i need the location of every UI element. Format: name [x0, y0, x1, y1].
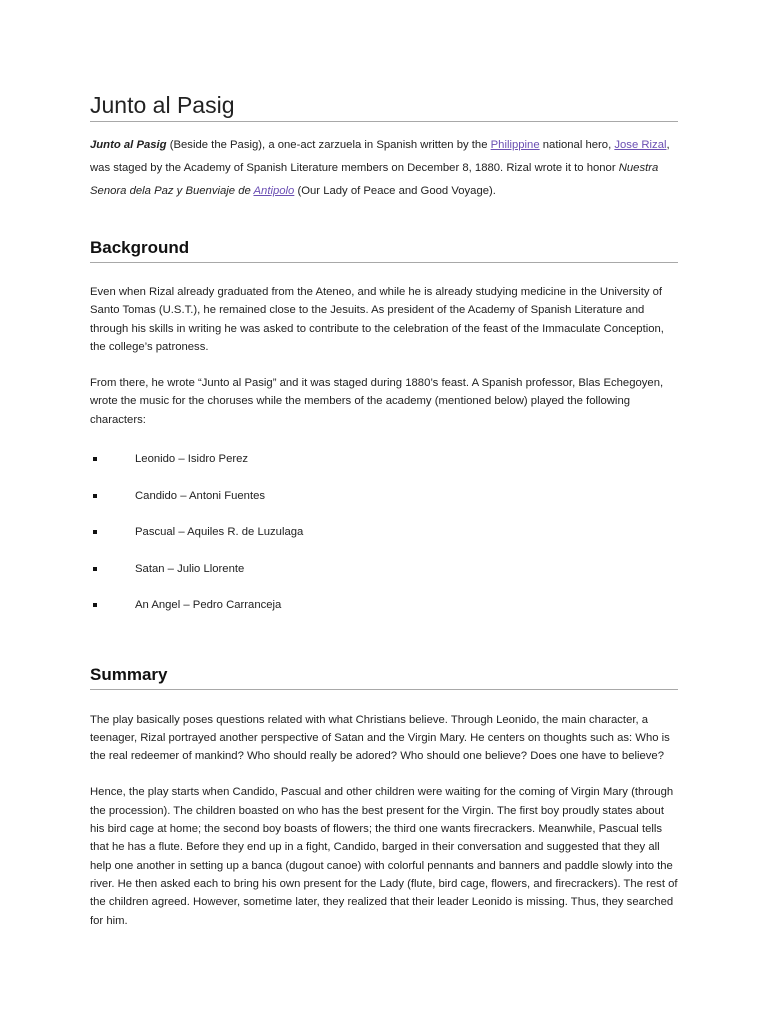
- list-item: [90, 598, 678, 635]
- intro-text-4: (Our Lady of Peace and Good Voyage).: [294, 185, 496, 197]
- intro-text-1: (Beside the Pasig), a one-act zarzuela in Spanish written by the: [166, 139, 491, 151]
- intro-italic-text: Nuestra Senora dela Paz y Buenviaje de: [90, 162, 659, 197]
- list-item: [90, 452, 678, 489]
- summary-paragraph-2: Hence, the play starts when Candido, Pascual and other children were waiting for the coming of Virgin Mary (through the procession). The children boasted on who has the best present for the Virgin. The first boy proudly states about his bird cage at home; the second boy boasts of flowers; the third one wants firecrackers. Meanwhile, Pascual tells that he has a flute. Before they end up in a fight, Candido, barged in their conversation and suggested that they all help one another in setting up a banca (dugout canoe) with colorful pennants and banners and paddle slowly into the river. He then asked each to bring his own present for the Lady (flute, bird cage, flowers, and firecrackers). The rest of the children agreed. However, sometime later, they realized that their leader Leonido is missing. Thus, they searched for him.: [90, 786, 678, 927]
- list-item: [90, 562, 678, 599]
- list-item-text: Satan – Julio Llorente: [135, 562, 245, 575]
- character-list: [90, 452, 678, 635]
- background-paragraph-1: Even when Rizal already graduated from the Ateneo, and while he is already studying medicine in the University of Santo Tomas (U.S.T.), he remained close to the Jesuits. As president of the Academy of Spanish Literature and through his skills in writing he was asked to contribute to the celebration of the feast of the Immaculate Conception, the college’s patroness.: [90, 286, 664, 353]
- bullet-icon: [93, 530, 97, 534]
- section-heading-background: Background: [90, 236, 678, 263]
- summary-paragraph-1: The play basically poses questions related with what Christians believe. Through Leonido, the main character, a teenager, Rizal portrayed another perspective of Satan and the Virgin Mary. He centers on thoughts such as: Who is the real redeemer of mankind? Who should really be adored? Who should one believe? Does one have to believe?: [90, 713, 670, 763]
- bullet-icon: [93, 567, 97, 571]
- intro-bold-title: Junto al Pasig: [90, 139, 167, 151]
- list-item-text: Candido – Antoni Fuentes: [135, 489, 266, 502]
- page-title: Junto al Pasig: [90, 90, 678, 122]
- intro-text-2: national hero,: [539, 139, 615, 151]
- link-philippine[interactable]: Philippine: [490, 139, 540, 151]
- link-antipolo-label[interactable]: Antipolo: [253, 185, 295, 197]
- bullet-icon: [93, 603, 97, 607]
- intro-paragraph: [90, 134, 678, 203]
- list-item-text: Pascual – Aquiles R. de Luzulaga: [135, 526, 304, 539]
- background-paragraph-2: From there, he wrote “Junto al Pasig” and it was staged during 1880’s feast. A Spanish professor, Blas Echegoyen, wrote the music for the choruses while the members of the academy (mentioned below) played the following characters:: [90, 377, 664, 426]
- list-item: [90, 525, 678, 562]
- link-jose-rizal[interactable]: Jose Rizal: [614, 139, 667, 151]
- section-heading-summary: Summary: [90, 663, 678, 690]
- link-antipolo[interactable]: [254, 185, 295, 197]
- bullet-icon: [93, 494, 97, 498]
- document-page: [90, 90, 678, 930]
- list-item-text: Leonido – Isidro Perez: [135, 453, 249, 466]
- intro-text-3: , was staged by the Academy of Spanish Literature members on December 8, 1880. Rizal wrote it to honor: [90, 139, 670, 174]
- list-item: [90, 489, 678, 526]
- list-item-text: An Angel – Pedro Carranceja: [135, 599, 282, 612]
- bullet-icon: [93, 457, 97, 461]
